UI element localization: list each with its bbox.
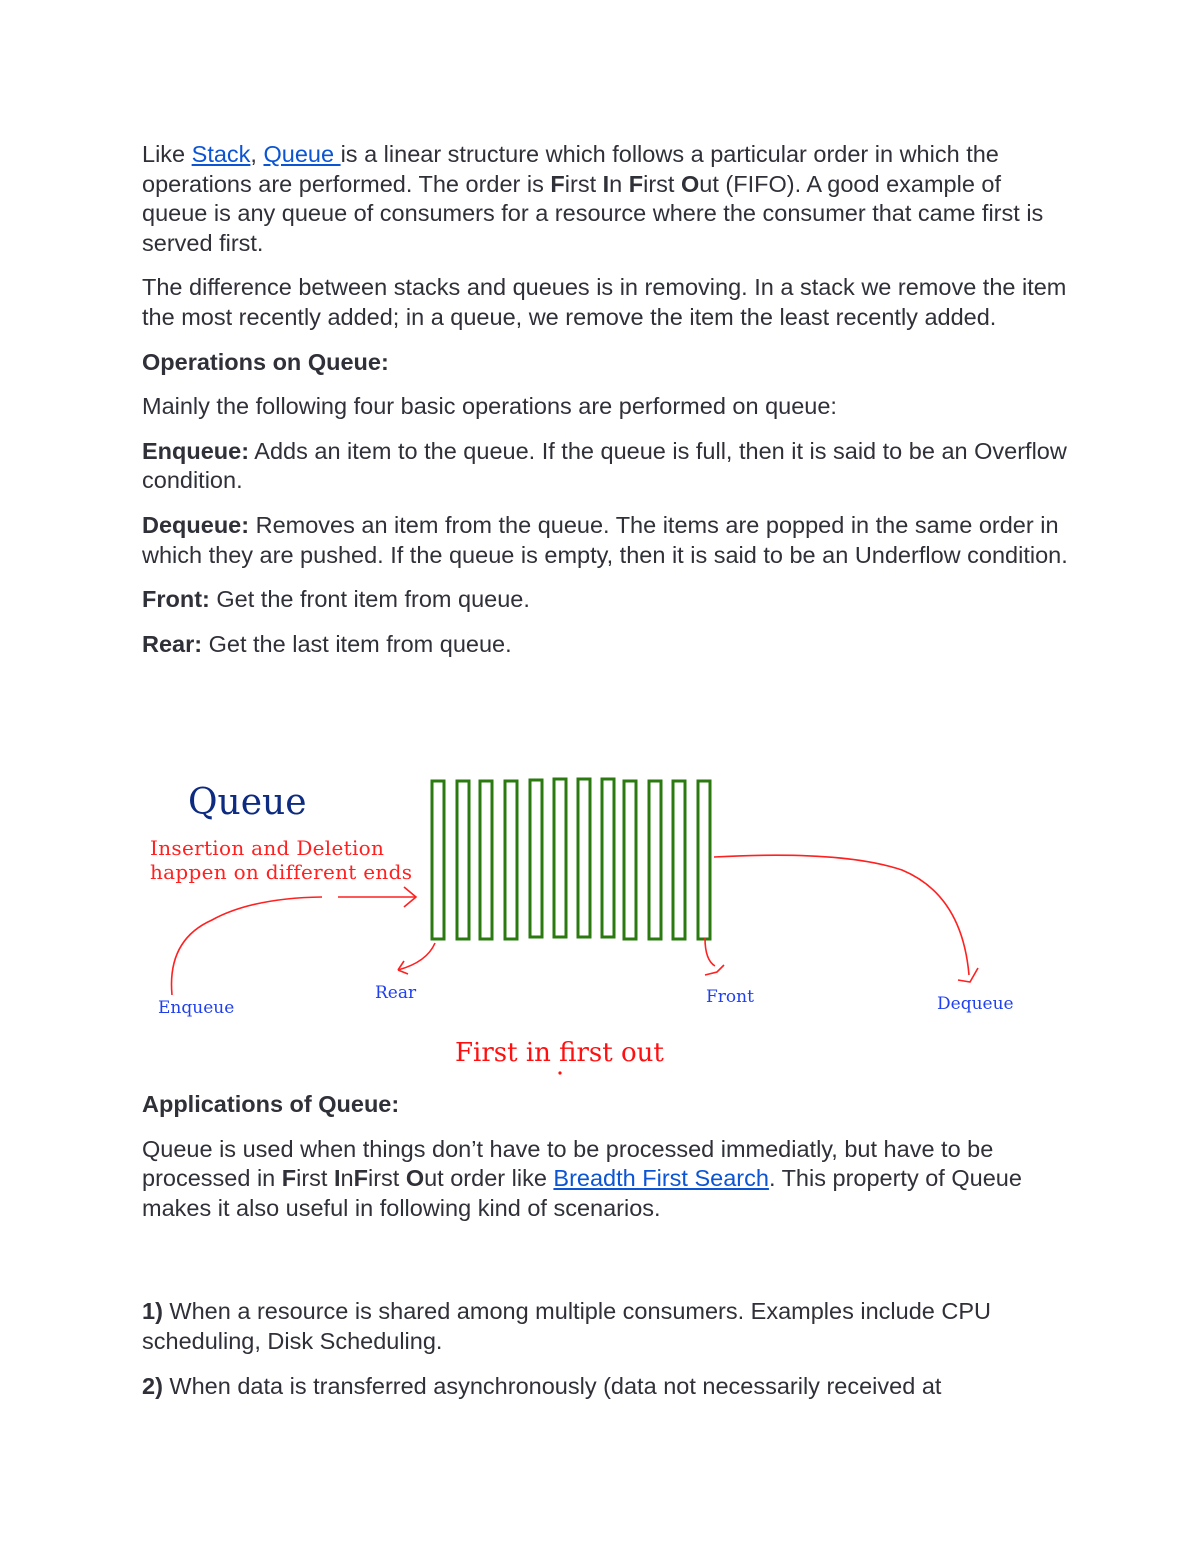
application-item-2: 2) When data is transferred asynchronously (data not necessarily received at bbox=[142, 1372, 942, 1399]
operation-rear: Rear: Get the last item from queue. bbox=[142, 630, 512, 657]
queue-diagram bbox=[142, 770, 1082, 1080]
document-body bbox=[142, 140, 1072, 674]
label-enqueue: Enqueue bbox=[158, 998, 235, 1018]
diagram-title: Queue bbox=[188, 782, 307, 823]
applications-heading: Applications of Queue: bbox=[142, 1091, 400, 1117]
difference-paragraph: The difference between stacks and queues is in removing. In a stack we remove the item the most recently added; in a queue, we remove the item the least recently added. bbox=[142, 274, 1067, 330]
bfs-link[interactable]: Breadth First Search bbox=[553, 1165, 769, 1192]
stack-link[interactable]: Stack bbox=[191, 141, 251, 167]
label-dequeue: Dequeue bbox=[937, 994, 1014, 1014]
applications-paragraph: Queue is used when things don’t have to be processed immediatly, but have to be processed in First InFirst Out order like Breadth First Search. This property of Queue makes it also useful in following kind of scenarios. bbox=[142, 1135, 1022, 1221]
intro-paragraph: Like Stack, Queue is a linear structure which follows a particular order in which the operations are performed. The order is First In First Out (FIFO). A good example of queue is any queue of consumers for a resource where the consumer that came first is served first. bbox=[142, 141, 1044, 256]
operation-front: Front: Get the front item from queue. bbox=[142, 586, 530, 613]
operation-dequeue: Dequeue: Removes an item from the queue. The items are popped in the same order in which they are pushed. If the queue is empty, then it is said to be an Underflow condition. bbox=[142, 511, 1068, 568]
label-rear: Rear bbox=[375, 983, 417, 1003]
label-front: Front bbox=[706, 987, 754, 1007]
operation-enqueue: Enqueue: Adds an item to the queue. If the queue is full, then it is said to be an Overflow condition. bbox=[142, 437, 1067, 494]
applications-section bbox=[142, 1090, 1072, 1416]
diagram-caption: First in first out bbox=[455, 1038, 664, 1068]
queue-link[interactable]: Queue bbox=[263, 141, 341, 167]
operations-heading: Operations on Queue: bbox=[142, 348, 389, 375]
diagram-subtitle-line1: Insertion and Deletion bbox=[150, 836, 385, 860]
diagram-subtitle-line2: happen on different ends bbox=[150, 860, 413, 884]
operations-intro: Mainly the following four basic operations are performed on queue: bbox=[142, 393, 837, 420]
application-item-1: 1) When a resource is shared among multiple consumers. Examples include CPU scheduling, Disk Scheduling. bbox=[142, 1298, 991, 1354]
queue-cells bbox=[432, 779, 710, 939]
